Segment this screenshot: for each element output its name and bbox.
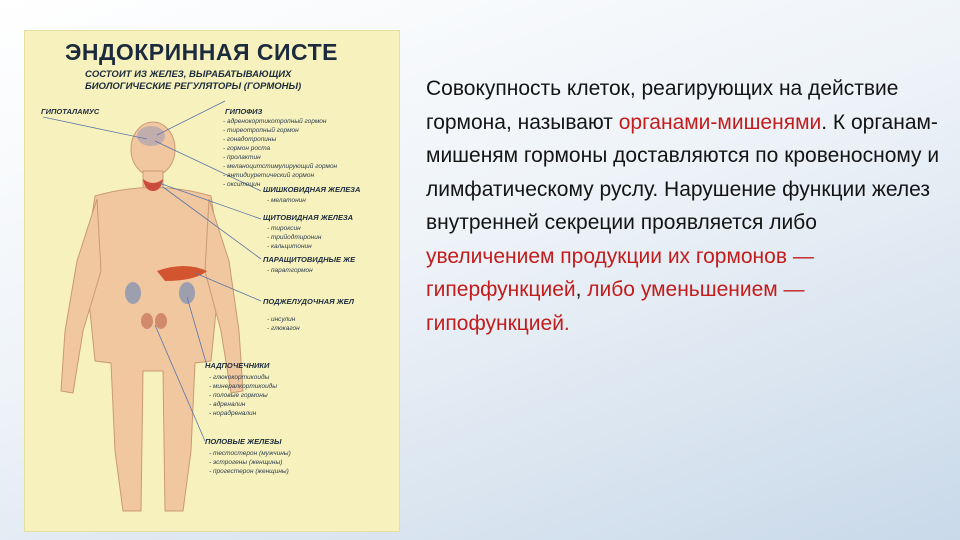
endocrine-system-poster	[24, 30, 400, 532]
pancreas-hormone: - глюкагон	[267, 325, 300, 332]
pituitary-hormone: - пролактин	[223, 154, 261, 161]
pituitary-hormone: - гормон роста	[223, 145, 271, 152]
sex-gland-hormone: - прогестерон (женщины)	[209, 468, 289, 475]
thyroid-hormone: - кальцитонин	[267, 243, 312, 250]
thyroid-hormone: - тироксин	[267, 225, 301, 232]
label-adrenal-glands: НАДПОЧЕЧНИКИ	[205, 361, 270, 370]
label-pineal-gland: ШИШКОВИДНАЯ ЖЕЛЕЗА	[263, 185, 361, 194]
pineal-hormone: - мелатонин	[267, 197, 306, 204]
sex-gland-hormone: - эстрогены (женщины)	[209, 459, 283, 466]
label-pancreas: ПОДЖЕЛУДОЧНАЯ ЖЕЛ	[263, 297, 354, 306]
pituitary-hormone: - гонадотропины	[223, 136, 277, 143]
text-part-1: Совокупность клеток, реагирующих на действие гормона, называют	[426, 77, 899, 134]
poster-subtitle-line2: БИОЛОГИЧЕСКИЕ РЕГУЛЯТОРЫ (ГОРМОНЫ)	[85, 81, 302, 92]
label-hypothalamus: ГИПОТАЛАМУС	[41, 107, 100, 116]
parathyroid-hormone: - паратгормон	[267, 267, 313, 274]
highlight-hyperfunction: увеличением продукции их гормонов — гиперфункцией	[426, 244, 814, 301]
poster-title: ЭНДОКРИННАЯ СИСТЕ	[65, 39, 338, 65]
adrenal-hormone: - глюкокортикоиды	[209, 374, 270, 381]
label-pituitary: ГИПОФИЗ	[225, 107, 263, 116]
pituitary-hormone: - окситоцин	[223, 181, 261, 188]
text-part-3: ,	[575, 278, 588, 301]
thyroid-hormone: - трийодтиронин	[267, 234, 322, 241]
adrenal-hormone: - минералкортикоиды	[209, 383, 278, 390]
adrenal-hormone: - адреналин	[209, 401, 246, 408]
pancreas-hormone: - инсулин	[267, 316, 296, 323]
label-sex-glands: ПОЛОВЫЕ ЖЕЛЕЗЫ	[205, 437, 282, 446]
poster-subtitle-line1: СОСТОИТ ИЗ ЖЕЛЕЗ, ВЫРАБАТЫВАЮЩИХ	[85, 69, 292, 80]
pituitary-hormone: - антидиуретический гормон	[223, 172, 315, 179]
highlight-hypofunction: либо уменьшением — гипофункцией.	[426, 278, 805, 335]
pituitary-hormone: - меланоцитстимулирующий гормон	[223, 163, 338, 170]
label-thyroid-gland: ЩИТОВИДНАЯ ЖЕЛЕЗА	[263, 213, 354, 222]
pituitary-hormone: - тиреотропный гормон	[223, 127, 299, 134]
label-parathyroid-glands: ПАРАЩИТОВИДНЫЕ ЖЕ	[263, 255, 356, 264]
adrenal-hormone: - норадреналин	[209, 410, 257, 417]
sex-gland-hormone: - тестостерон (мужчины)	[209, 450, 291, 457]
adrenal-hormone: - половые гормоны	[209, 392, 268, 399]
pituitary-hormone: - адренокортикотропный гормон	[223, 118, 327, 125]
slide-body-text	[426, 72, 942, 340]
text-part-2: . К органам-мишеням гормоны доставляются по кровеносному и лимфатическому руслу. Нарушение функции желез внутренней секреции проявляется либо	[426, 110, 940, 234]
highlight-target-organs: органами-мишенями	[618, 110, 822, 134]
